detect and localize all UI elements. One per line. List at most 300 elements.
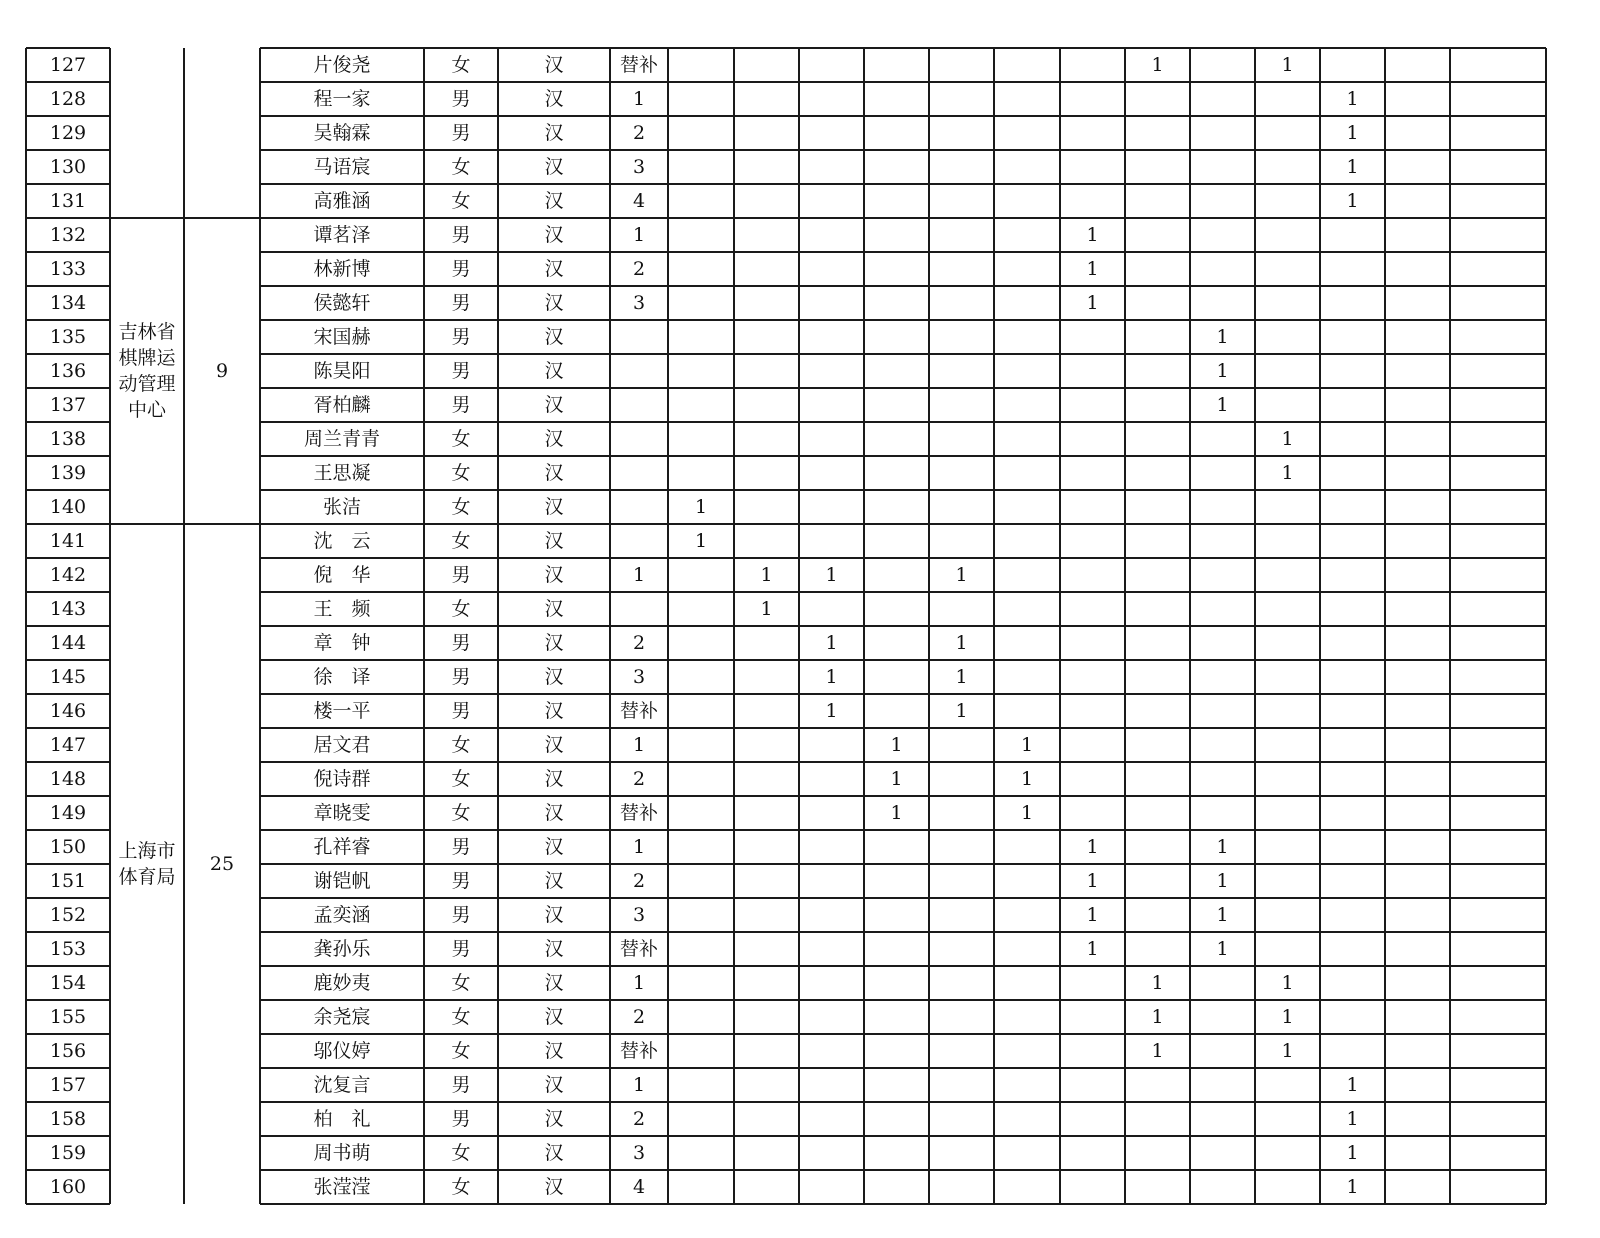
event-mark-cell [1320,626,1385,660]
event-mark-cell [734,966,799,1000]
event-mark-cell [1060,184,1125,218]
event-mark-cell [734,626,799,660]
event-mark-cell [1190,694,1255,728]
event-mark-cell: 1 [1346,155,1359,178]
event-mark-cell [1385,694,1450,728]
event-mark-cell [734,456,799,490]
event-mark-cell [1125,1170,1190,1204]
event-mark-cell [1125,796,1190,830]
event-mark-cell [929,218,994,252]
event-mark-cell [1125,558,1190,592]
vertical-rule [1449,48,1451,1204]
event-mark-cell [1450,966,1546,1000]
gender-cell: 女 [451,1175,471,1198]
event-mark-cell [1060,422,1125,456]
athlete-name-cell: 楼一平 [313,699,371,722]
event-mark-cell [1450,864,1546,898]
event-mark-cell [734,1000,799,1034]
event-mark-cell [799,252,864,286]
event-mark-cell [994,82,1060,116]
vertical-rule [1545,48,1547,1204]
horizontal-rule [26,251,110,253]
event-mark-cell [668,966,734,1000]
event-mark-cell [668,354,734,388]
event-mark-cell [799,456,864,490]
gender-cell: 男 [451,325,471,348]
event-mark-cell [1255,626,1320,660]
vertical-rule [1189,48,1191,1204]
event-mark-cell [994,48,1060,82]
horizontal-rule [260,829,1546,831]
gender-cell: 男 [451,835,471,858]
event-mark-cell [929,184,994,218]
event-mark-cell [1450,830,1546,864]
athlete-name-cell: 沈 云 [313,529,371,552]
vertical-rule [259,48,261,1204]
athlete-name-cell: 倪诗群 [313,767,371,790]
event-mark-cell [1450,218,1546,252]
event-mark-cell [1190,48,1255,82]
group-separator-rule [110,523,260,525]
event-mark-cell [864,1034,929,1068]
row-number-cell: 151 [49,869,87,892]
row-number-cell: 139 [49,461,87,484]
event-mark-cell: 1 [1216,869,1229,892]
event-mark-cell [734,898,799,932]
event-mark-cell [864,524,929,558]
event-mark-cell: 1 [825,631,838,654]
event-mark-cell [734,286,799,320]
gender-cell: 女 [451,427,471,450]
gender-cell: 女 [451,495,471,518]
ethnicity-cell: 汉 [544,121,564,144]
gender-cell: 女 [451,1141,471,1164]
event-mark-cell [1190,1136,1255,1170]
row-number-cell: 159 [49,1141,87,1164]
event-mark-cell [994,252,1060,286]
event-mark-cell [1385,728,1450,762]
event-mark-cell [1060,558,1125,592]
event-mark-cell [1385,558,1450,592]
athlete-name-cell: 倪 华 [313,563,371,586]
athlete-name-cell: 余尧宸 [313,1005,371,1028]
board-order-cell: 2 [632,869,646,892]
ethnicity-cell: 汉 [544,869,564,892]
row-number-cell: 138 [49,427,87,450]
event-mark-cell [1255,354,1320,388]
athlete-name-cell: 章 钟 [313,631,371,654]
board-order-cell [610,388,668,422]
event-mark-cell [1190,1034,1255,1068]
event-mark-cell [1125,252,1190,286]
board-order-cell: 2 [632,121,646,144]
row-number-cell: 153 [49,937,87,960]
event-mark-cell [1320,796,1385,830]
ethnicity-cell: 汉 [544,189,564,212]
event-mark-cell [864,592,929,626]
event-mark-cell [668,1000,734,1034]
vertical-rule [667,48,669,1204]
event-mark-cell [1125,932,1190,966]
event-mark-cell: 1 [1346,189,1359,212]
event-mark-cell [799,1136,864,1170]
event-mark-cell [1125,694,1190,728]
event-mark-cell [1190,286,1255,320]
event-mark-cell: 1 [1216,903,1229,926]
board-order-cell: 1 [632,223,646,246]
event-mark-cell [799,184,864,218]
event-mark-cell [1060,694,1125,728]
event-mark-cell [1450,626,1546,660]
gender-cell: 女 [451,461,471,484]
horizontal-rule [26,727,110,729]
event-mark-cell [1255,660,1320,694]
horizontal-rule [26,659,110,661]
board-order-cell [610,524,668,558]
event-mark-cell [1450,184,1546,218]
event-mark-cell [1450,150,1546,184]
event-mark-cell [929,524,994,558]
event-mark-cell [864,830,929,864]
event-mark-cell: 1 [890,767,903,790]
row-number-cell: 137 [49,393,87,416]
event-mark-cell [1320,694,1385,728]
horizontal-rule [260,795,1546,797]
board-order-cell [610,456,668,490]
event-mark-cell [1190,150,1255,184]
event-mark-cell: 1 [1086,937,1099,960]
event-mark-cell: 1 [955,631,968,654]
event-mark-cell [1190,184,1255,218]
gender-cell: 男 [451,1073,471,1096]
event-mark-cell [1190,558,1255,592]
event-mark-cell [799,116,864,150]
event-mark-cell [1320,252,1385,286]
event-mark-cell [1320,286,1385,320]
event-mark-cell: 1 [1346,1175,1359,1198]
event-mark-cell [1320,524,1385,558]
event-mark-cell [994,354,1060,388]
event-mark-cell [1320,728,1385,762]
event-mark-cell [668,592,734,626]
event-mark-cell [1255,898,1320,932]
horizontal-rule [26,319,110,321]
event-mark-cell [994,286,1060,320]
event-mark-cell [799,592,864,626]
ethnicity-cell: 汉 [544,257,564,280]
gender-cell: 男 [451,563,471,586]
event-mark-cell [1450,1136,1546,1170]
event-mark-cell [1190,218,1255,252]
ethnicity-cell: 汉 [544,1039,564,1062]
gender-cell: 男 [451,631,471,654]
row-number-cell: 155 [49,1005,87,1028]
event-mark-cell: 1 [1346,1107,1359,1130]
horizontal-rule [260,1067,1546,1069]
event-mark-cell [1125,388,1190,422]
event-mark-cell [864,252,929,286]
gender-cell: 男 [451,699,471,722]
athlete-name-cell: 谭茗泽 [313,223,371,246]
event-mark-cell [1255,320,1320,354]
horizontal-rule [26,625,110,627]
horizontal-rule [260,1101,1546,1103]
event-mark-cell [1190,252,1255,286]
event-mark-cell [1385,592,1450,626]
event-mark-cell [1255,1102,1320,1136]
event-mark-cell [1255,728,1320,762]
event-mark-cell [1255,932,1320,966]
event-mark-cell [668,218,734,252]
event-mark-cell: 1 [1281,53,1294,76]
event-mark-cell [1450,320,1546,354]
event-mark-cell: 1 [1086,291,1099,314]
vertical-rule [1384,48,1386,1204]
ethnicity-cell: 汉 [544,835,564,858]
horizontal-rule [26,81,110,83]
event-mark-cell [1450,354,1546,388]
athlete-name-cell: 周书萌 [313,1141,371,1164]
event-mark-cell [1060,1136,1125,1170]
event-mark-cell [668,1136,734,1170]
athlete-name-cell: 宋国赫 [313,325,371,348]
athlete-name-cell: 陈昊阳 [313,359,371,382]
event-mark-cell [1450,48,1546,82]
event-mark-cell [1125,320,1190,354]
roster-table [26,48,1586,1238]
event-mark-cell [668,48,734,82]
board-order-cell: 3 [632,155,646,178]
event-mark-cell [929,422,994,456]
event-mark-cell [929,1000,994,1034]
event-mark-cell [864,660,929,694]
event-mark-cell [1255,252,1320,286]
organization-cell: 吉林省 棋牌运 动管理 中心 [118,321,176,421]
horizontal-rule [260,81,1546,83]
vertical-rule [609,48,611,1204]
event-mark-cell [1385,1136,1450,1170]
event-mark-cell [929,1034,994,1068]
event-mark-cell [1385,184,1450,218]
event-mark-cell [1320,830,1385,864]
event-mark-cell [1385,422,1450,456]
athlete-name-cell: 章晓雯 [313,801,371,824]
row-number-cell: 127 [49,53,87,76]
horizontal-rule [260,727,1546,729]
event-mark-cell [994,524,1060,558]
event-mark-cell [668,252,734,286]
event-mark-cell [864,48,929,82]
event-mark-cell [1060,524,1125,558]
event-mark-cell [734,1102,799,1136]
event-mark-cell: 1 [694,495,708,518]
ethnicity-cell: 汉 [544,495,564,518]
event-mark-cell: 1 [890,801,903,824]
event-mark-cell [1385,762,1450,796]
event-mark-cell [929,966,994,1000]
event-mark-cell [799,1170,864,1204]
event-mark-cell [1450,660,1546,694]
event-mark-cell [734,116,799,150]
event-mark-cell [864,490,929,524]
horizontal-rule [260,523,1546,525]
horizontal-rule [260,285,1546,287]
event-mark-cell [1385,898,1450,932]
event-mark-cell [864,932,929,966]
event-mark-cell [929,762,994,796]
event-mark-cell [929,932,994,966]
event-mark-cell [1320,898,1385,932]
event-mark-cell [1320,966,1385,1000]
board-order-cell: 2 [632,631,646,654]
event-mark-cell [1125,150,1190,184]
horizontal-rule [26,829,110,831]
event-mark-cell [994,116,1060,150]
event-mark-cell [1385,524,1450,558]
event-mark-cell: 1 [760,597,773,620]
event-mark-cell [994,1000,1060,1034]
row-number-cell: 140 [49,495,87,518]
event-mark-cell: 1 [1086,223,1099,246]
event-mark-cell [799,388,864,422]
event-mark-cell [1255,796,1320,830]
athlete-name-cell: 林新博 [313,257,371,280]
event-mark-cell [1190,116,1255,150]
horizontal-rule [26,455,110,457]
horizontal-rule [260,693,1546,695]
ethnicity-cell: 汉 [544,325,564,348]
athlete-name-cell: 龚孙乐 [313,937,371,960]
event-mark-cell [1190,456,1255,490]
gender-cell: 女 [451,1005,471,1028]
event-mark-cell [1385,1034,1450,1068]
athlete-name-cell: 王 频 [313,597,371,620]
event-mark-cell [1385,864,1450,898]
event-mark-cell [668,626,734,660]
athlete-name-cell: 徐 译 [313,665,371,688]
event-mark-cell [864,1136,929,1170]
event-mark-cell [994,558,1060,592]
event-mark-cell: 1 [1346,121,1359,144]
vertical-rule [798,48,800,1204]
horizontal-rule [260,489,1546,491]
row-number-cell: 143 [49,597,87,620]
board-order-cell: 替补 [619,699,658,722]
event-mark-cell [1320,864,1385,898]
event-mark-cell: 1 [1281,461,1294,484]
board-order-cell: 2 [632,1107,646,1130]
event-mark-cell [668,422,734,456]
board-order-cell: 替补 [619,53,658,76]
event-mark-cell [1125,864,1190,898]
board-order-cell: 1 [632,563,646,586]
athlete-name-cell: 孟奕涵 [313,903,371,926]
event-mark-cell [864,626,929,660]
event-mark-cell [1190,762,1255,796]
event-mark-cell [1255,762,1320,796]
horizontal-rule [260,1033,1546,1035]
event-mark-cell [1125,1068,1190,1102]
event-mark-cell [1385,354,1450,388]
ethnicity-cell: 汉 [544,53,564,76]
event-mark-cell [668,1068,734,1102]
gender-cell: 女 [451,597,471,620]
horizontal-rule [260,591,1546,593]
event-mark-cell [734,932,799,966]
event-mark-cell [864,966,929,1000]
athlete-name-cell: 居文君 [313,733,371,756]
event-mark-cell [1125,524,1190,558]
event-mark-cell [1190,1000,1255,1034]
event-mark-cell [734,796,799,830]
event-mark-cell [1385,660,1450,694]
horizontal-rule [26,557,110,559]
event-mark-cell [1385,116,1450,150]
event-mark-cell: 1 [1086,903,1099,926]
horizontal-rule [26,931,110,933]
event-mark-cell [734,490,799,524]
row-number-cell: 157 [49,1073,87,1096]
event-mark-cell [929,898,994,932]
event-mark-cell [1255,830,1320,864]
event-mark-cell [1060,82,1125,116]
horizontal-rule [26,489,110,491]
event-mark-cell [1190,1102,1255,1136]
event-mark-cell: 1 [1281,1005,1294,1028]
horizontal-rule [260,1169,1546,1171]
event-mark-cell [799,82,864,116]
horizontal-rule [26,591,110,593]
event-mark-cell [864,184,929,218]
event-mark-cell [994,150,1060,184]
event-mark-cell [1450,932,1546,966]
event-mark-cell [1320,490,1385,524]
gender-cell: 女 [451,733,471,756]
event-mark-cell [1320,558,1385,592]
event-mark-cell [734,1034,799,1068]
event-mark-cell [799,796,864,830]
event-mark-cell [1190,660,1255,694]
team-count-cell: 9 [215,359,229,382]
event-mark-cell [929,354,994,388]
event-mark-cell [864,82,929,116]
event-mark-cell [1060,320,1125,354]
event-mark-cell [668,320,734,354]
event-mark-cell [994,218,1060,252]
event-mark-cell [1320,48,1385,82]
event-mark-cell [1060,1170,1125,1204]
event-mark-cell: 1 [1281,971,1294,994]
event-mark-cell [1450,252,1546,286]
event-mark-cell [994,592,1060,626]
event-mark-cell [994,1034,1060,1068]
event-mark-cell [1190,728,1255,762]
event-mark-cell [864,388,929,422]
gender-cell: 女 [451,53,471,76]
event-mark-cell [668,898,734,932]
event-mark-cell [668,1102,734,1136]
row-number-cell: 144 [49,631,87,654]
ethnicity-cell: 汉 [544,767,564,790]
event-mark-cell [929,82,994,116]
event-mark-cell [799,150,864,184]
event-mark-cell: 1 [1216,325,1229,348]
gender-cell: 女 [451,801,471,824]
board-order-cell: 2 [632,257,646,280]
ethnicity-cell: 汉 [544,87,564,110]
row-number-cell: 131 [49,189,87,212]
event-mark-cell [1385,966,1450,1000]
